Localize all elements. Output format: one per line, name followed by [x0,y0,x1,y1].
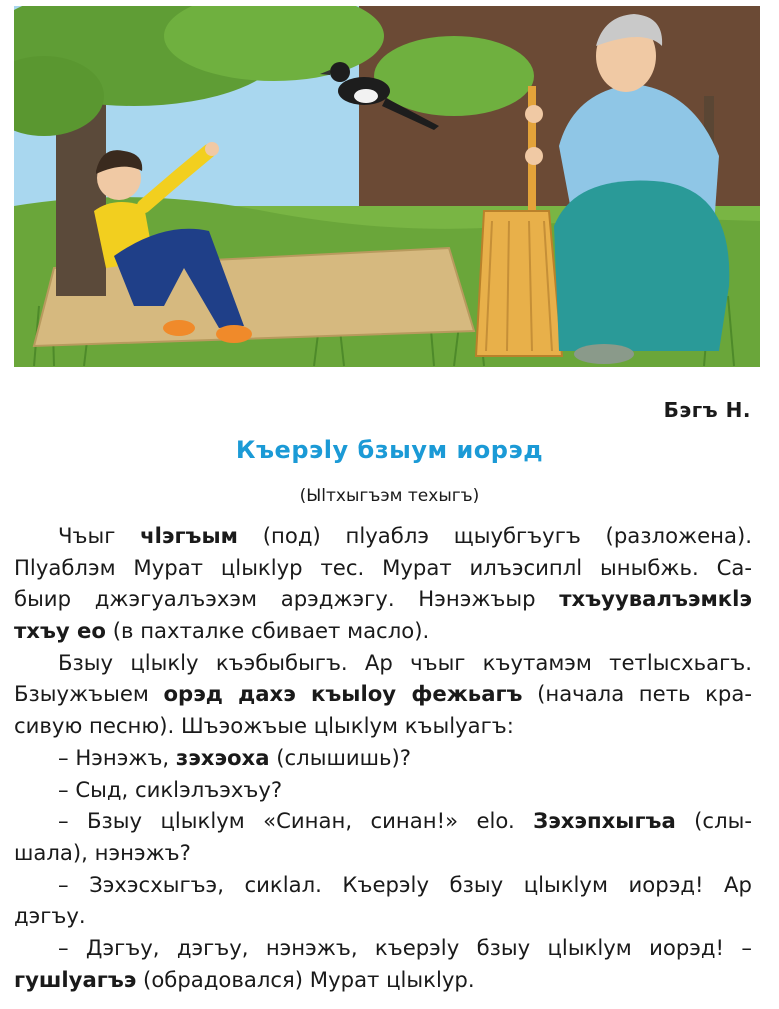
text-line: гушlуагъэ (обрадовался) Мурат цlыкlур. [14,966,475,992]
text-line: дэгъу. [14,903,86,929]
dialogue-4 [14,869,752,932]
text-line: Бзыужъыем орэд дахэ къыlоу фежьагъ (начала петь кра- [14,681,752,707]
paragraph-2 [14,647,752,742]
illustration-svg [14,6,760,367]
story-illustration [14,6,760,367]
text-line: тхъу ео (в пахталке сбивает масло). [14,618,430,644]
text-line: – Нэнэжъ, зэхэоха (слышишь)? [58,744,411,770]
dialogue-1 [14,742,752,774]
text-line: сивую песню). Шъэожъые цlыкlум къыlуагъ: [14,713,514,739]
text-line: – Зэхэсхыгъэ, сикlал. Къерэlу бзыу цlыкlум иорэд! Ар [58,871,752,897]
story-title: Къерэlу бзыум иорэд [235,436,544,464]
text-line: шала), нэнэжъ? [14,839,191,865]
text-line: Бзыу цlыкlу къэбыбыгъ. Ар чъыг къутамэм тетlысхьагъ. [58,649,752,675]
story-subtitle: (Ыlтхыгъэм техыгъ) [299,486,480,506]
dialogue-3 [14,805,752,868]
text-line: – Сыд, сикlэлъэхъу? [58,776,283,802]
dialogue-5 [14,932,752,995]
text-line: быир джэгуалъэхэм арэджэгу. Нэнэжъыр тхъуувалъэмкlэ [14,586,752,612]
text-line: Чъыг чlэгъым (под) пlуаблэ щыубгъугъ (разложена). [58,523,752,548]
text-line: – Дэгъу, дэгъу, нэнэжъ, къерэlу бзыу цlыкlум иорэд! – [58,934,752,960]
text-line: Пlуаблэм Мурат цlыкlур тес. Мурат илъэсиплl ыныбжь. Са- [14,554,752,580]
story-text [14,520,752,995]
dialogue-2 [14,774,752,806]
text-line: – Бзыу цlыкlум «Синан, синан!» elo. Зэхэпхыгъа (слы- [58,808,752,834]
author-name: Бэгъ Н. [663,398,751,422]
paragraph-1 [14,520,752,647]
